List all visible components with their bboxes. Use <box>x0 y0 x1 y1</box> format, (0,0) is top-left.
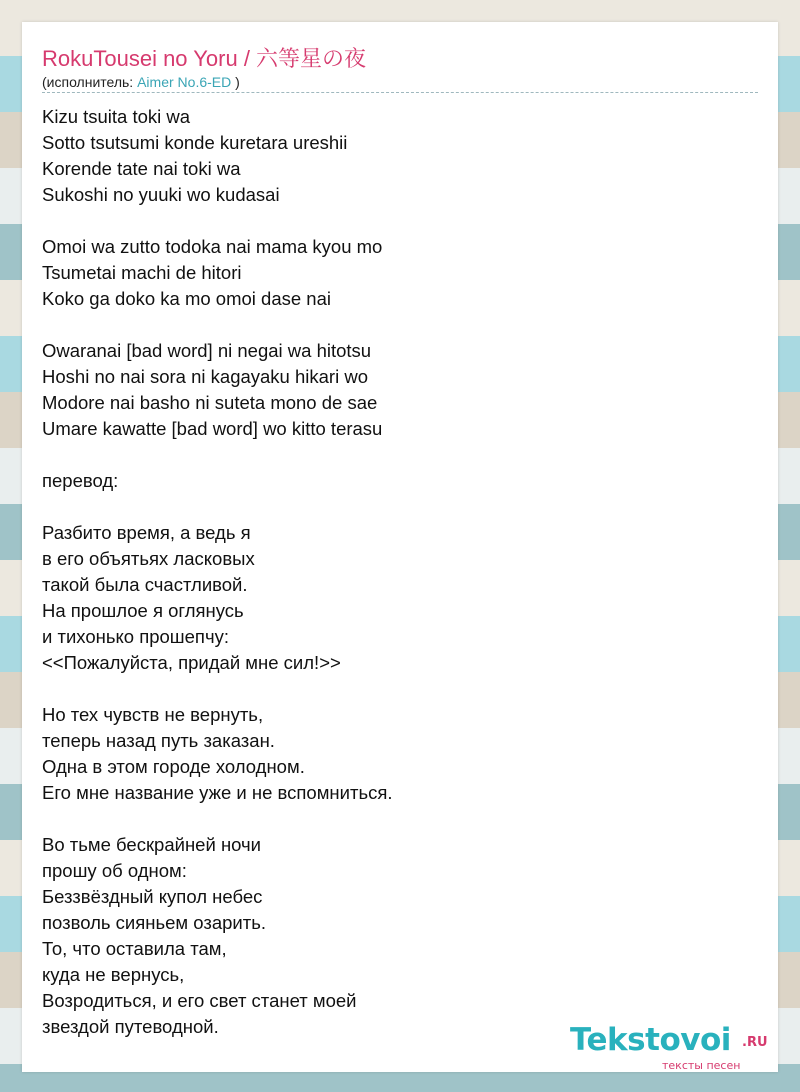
lyric-line: перевод: <box>42 470 119 491</box>
lyric-line: звездой путеводной. <box>42 1016 219 1037</box>
lyric-line: Его мне название уже и не вспомниться. <box>42 782 393 803</box>
artist-suffix: ) <box>231 74 240 90</box>
stanza-break <box>42 494 742 520</box>
lyrics-card <box>22 22 778 1072</box>
lyric-line: Modore nai basho ni suteta mono de sae <box>42 392 378 413</box>
stanza-break <box>42 806 742 832</box>
lyric-line: позволь сияньем озарить. <box>42 912 266 933</box>
lyric-line: Koko ga doko ka mo omoi dase nai <box>42 288 331 309</box>
lyric-line: Hoshi no nai sora ni kagayaku hikari wo <box>42 366 368 387</box>
lyric-line: <<Пожалуйста, придай мне сил!>> <box>42 652 341 673</box>
lyric-line: теперь назад путь заказан. <box>42 730 275 751</box>
logo-name: Tekstovoi <box>570 1022 731 1058</box>
logo-tagline: тексты песен <box>662 1059 741 1072</box>
artist-line <box>42 74 240 90</box>
lyric-line: Omoi wa zutto todoka nai mama kyou mo <box>42 236 383 257</box>
stanza-break <box>42 312 742 338</box>
lyric-line: Одна в этом городе холодном. <box>42 756 305 777</box>
lyric-line: Owaranai [bad word] ni negai wa hitotsu <box>42 340 372 361</box>
lyric-line: Korende tate nai toki wa <box>42 158 241 179</box>
lyric-line: и тихонько прошепчу: <box>42 626 229 647</box>
lyric-line: Sukoshi no yuuki wo kudasai <box>42 184 280 205</box>
lyric-line: Sotto tsutsumi konde kuretara ureshii <box>42 132 348 153</box>
lyric-line: Возродиться, и его свет станет моей <box>42 990 357 1011</box>
lyric-line: прошу об одном: <box>42 860 187 881</box>
site-logo[interactable] <box>570 1022 780 1074</box>
stanza-break <box>42 442 742 468</box>
lyric-line: Umare kawatte [bad word] wo kitto terasu <box>42 418 383 439</box>
lyric-line: Tsumetai machi de hitori <box>42 262 242 283</box>
song-title: RokuTousei no Yoru / 六等星の夜 <box>42 46 367 71</box>
lyric-line: Беззвёздный купол небес <box>42 886 263 907</box>
lyrics-text <box>42 104 742 1040</box>
artist-link[interactable]: Aimer No.6-ED <box>137 74 232 90</box>
stanza-break <box>42 676 742 702</box>
logo-tld: .RU <box>742 1035 768 1050</box>
lyric-line: Но тех чувств не вернуть, <box>42 704 264 725</box>
lyric-line: Разбито время, а ведь я <box>42 522 251 543</box>
lyric-line: в его объятьях ласковых <box>42 548 255 569</box>
lyric-line: Во тьме бескрайней ночи <box>42 834 262 855</box>
lyric-line: куда не вернусь, <box>42 964 185 985</box>
header-divider <box>42 92 758 93</box>
artist-prefix: (исполнитель: <box>42 74 138 90</box>
stanza-break <box>42 208 742 234</box>
lyric-line: Kizu tsuita toki wa <box>42 106 191 127</box>
lyric-line: То, что оставила там, <box>42 938 227 959</box>
lyric-line: На прошлое я оглянусь <box>42 600 244 621</box>
lyric-line: такой была счастливой. <box>42 574 248 595</box>
